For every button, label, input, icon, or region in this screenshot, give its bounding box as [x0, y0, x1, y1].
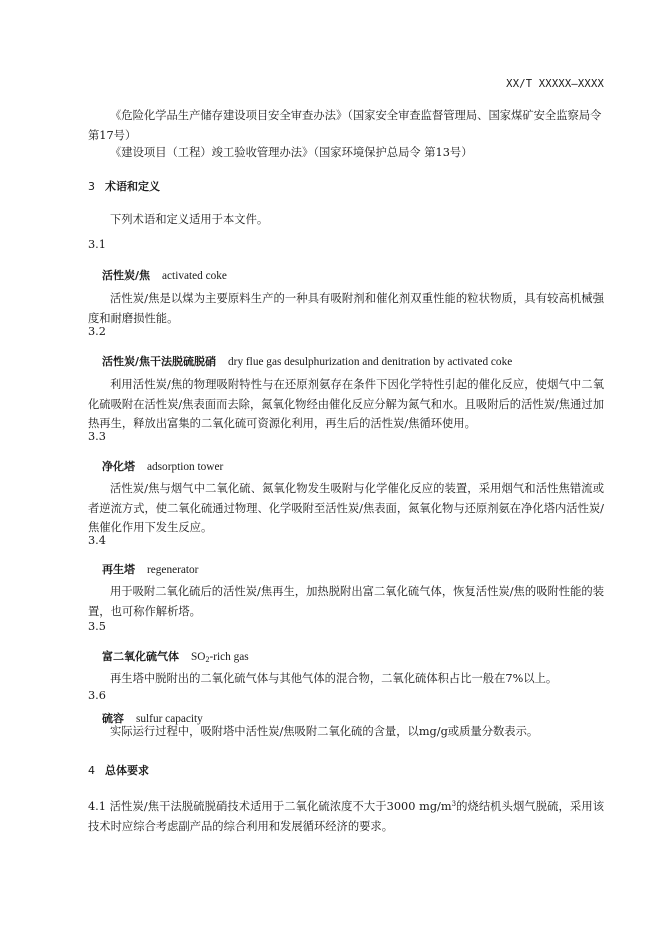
document-number: XX/T XXXXX—XXXX	[506, 78, 604, 90]
term-heading	[102, 558, 198, 577]
section-4-heading	[88, 762, 149, 778]
term-english	[191, 651, 249, 663]
term-number: 3.6	[88, 689, 106, 702]
term-english: sulfur capacity	[136, 713, 203, 725]
term-chinese: 富二氧化硫气体	[102, 650, 179, 663]
page-watermark	[160, 903, 500, 923]
term-english: activated coke	[162, 270, 227, 282]
clause-superscript: 3	[451, 800, 457, 808]
section-number: 4	[88, 764, 95, 777]
clause-text-cont: 的烧结机头烟气脱硫，采用该技术时应综合考虑副产品的综合利用和发展循环经济的要求。	[88, 800, 604, 833]
term-definition: 再生塔中脱附出的二氧化硫气体与其他气体的混合物，二氧化硫体积占比一般在7%以上。	[110, 672, 558, 685]
term-number: 3.2	[88, 325, 106, 338]
term-heading	[102, 264, 227, 283]
term-heading	[102, 455, 223, 474]
term-chinese: 净化塔	[102, 460, 135, 473]
clause-number: 4.1	[88, 800, 106, 813]
reference-line-2: 《建设项目（工程）竣工验收管理办法》（国家环境保护总局令 第13号）	[110, 146, 473, 159]
section-3-heading	[88, 178, 160, 194]
term-definition: 利用活性炭/焦的物理吸附特性与在还原剂氨存在条件下因化学特性引起的催化反应，使烟气中二氧化硫吸附在活性炭/焦表面而去除，氮氧化物经由催化反应分解为氮气和水。且吸附后的活性炭/焦通过加热再生，释放出富集的二氧化硫可资源化利用，再生后的活性炭/焦循环使用。	[88, 378, 604, 430]
term-english: adsorption tower	[147, 461, 224, 473]
section-3-intro: 下列术语和定义适用于本文件。	[110, 213, 269, 226]
term-english-subscript: 2	[205, 655, 210, 664]
section-title: 术语和定义	[105, 180, 160, 193]
term-english-suffix: -rich gas	[209, 651, 249, 663]
term-number: 3.4	[88, 534, 106, 547]
term-chinese: 再生塔	[102, 563, 135, 576]
term-english: regenerator	[147, 564, 199, 576]
clause-4-1	[88, 795, 604, 836]
term-definition: 用于吸附二氧化硫后的活性炭/焦再生，加热脱附出富二氧化硫气体，恢复活性炭/焦的吸附性能的装置，也可称作解析塔。	[88, 585, 604, 618]
term-number: 3.5	[88, 620, 106, 633]
term-heading	[102, 350, 512, 369]
term-definition: 活性炭/焦与烟气中二氧化硫、氮氧化物发生吸附与化学催化反应的装置，采用烟气和活性焦错流或者逆流方式，使二氧化硫通过物理、化学吸附至活性炭/焦表面，氮氧化物与还原剂氨在净化塔内活性炭/焦催化作用下发生反应。	[88, 482, 604, 534]
section-title: 总体要求	[105, 764, 149, 777]
term-english-formula: SO	[191, 651, 206, 663]
term-chinese: 活性炭/焦	[102, 269, 151, 282]
term-definition: 活性炭/焦是以煤为主要原料生产的一种具有吸附剂和催化剂双重性能的粒状物质，具有较高机械强度和耐磨损性能。	[88, 292, 604, 325]
term-heading	[102, 645, 249, 664]
term-chinese: 活性炭/焦干法脱硫脱硝	[102, 355, 217, 368]
term-number: 3.3	[88, 430, 106, 443]
term-english: dry flue gas desulphurization and denitration by activated coke	[228, 356, 513, 368]
clause-text: 活性炭/焦干法脱硫脱硝技术适用于二氧化硫浓度不大于3000 mg/m	[109, 800, 452, 813]
term-chinese: 硫容	[102, 712, 124, 725]
term-definition: 实际运行过程中，吸附塔中活性炭/焦吸附二氧化硫的含量，以mg/g或质量分数表示。	[110, 725, 539, 738]
section-number: 3	[88, 180, 95, 193]
reference-line-1: 《危险化学品生产储存建设项目安全审查办法》（国家安全审查监督管理局、国家煤矿安全监察局令 第17号）	[88, 109, 602, 142]
term-number: 3.1	[88, 238, 106, 251]
